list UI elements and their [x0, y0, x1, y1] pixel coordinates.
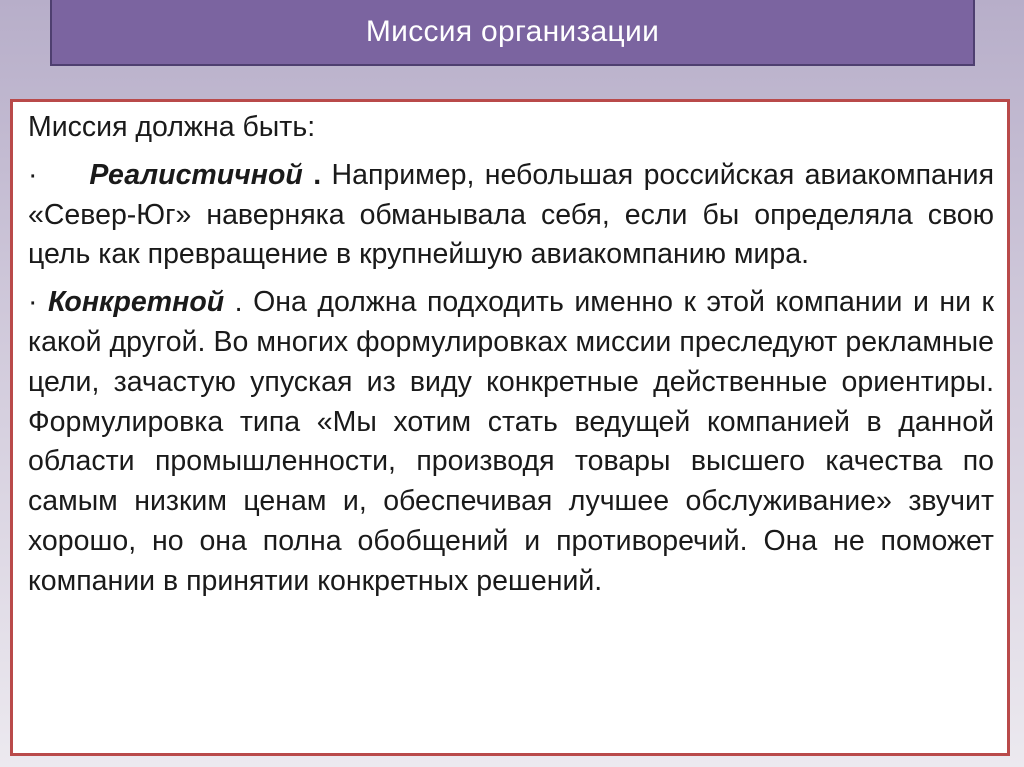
slide-title-bar: [50, 0, 975, 66]
bullet: ·: [28, 286, 38, 319]
item-text: Например, небольшая российская авиакомпания «Север-Юг» наверняка обманывала себя, если бы определяла свою цель как превращение в крупнейшую авиакомпанию мира.: [28, 158, 995, 271]
list-item-realistic: [28, 156, 994, 275]
bullet: ·: [28, 158, 38, 191]
term-concrete: Конкретной: [48, 286, 225, 319]
item-text: Она должна подходить именно к этой компании и ни к какой другой. Во многих формулировках миссии преследуют рекламные цели, зачастую упуская из виду конкретные действенные ориентиры. Формулировка типа «Мы хотим стать ведущей компанией в данной области промышленности, производя товары высшего качества по самым низким ценам и, обеспечивая лучшее обслуживание» звучит хорошо, но она полна обобщений и противоречий. Она не поможет компании в принятии конкретных решений.: [28, 286, 995, 597]
list-item-concrete: [28, 283, 994, 601]
term-realistic: Реалистичной: [89, 158, 303, 191]
intro-text: Миссия должна быть:: [28, 111, 316, 143]
term-dot: .: [234, 286, 243, 319]
term-dot: .: [313, 158, 322, 191]
slide-content: [10, 99, 1010, 756]
slide-title: Миссия организации: [365, 15, 660, 48]
